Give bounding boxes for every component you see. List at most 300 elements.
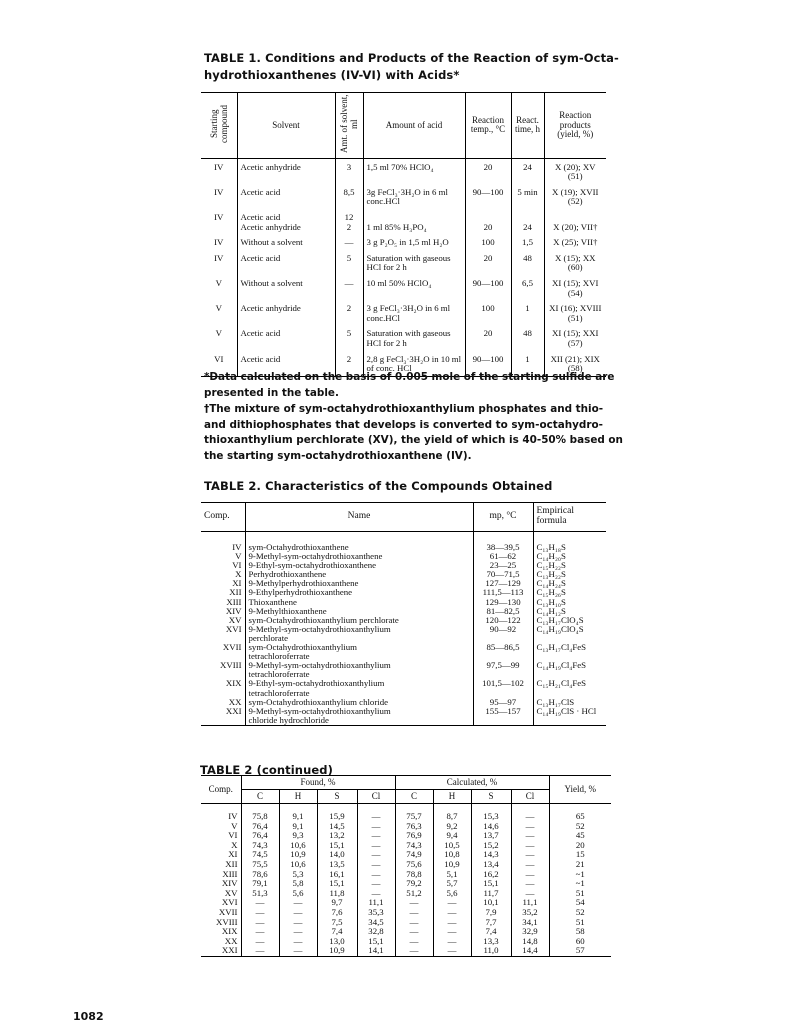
- table2-cell-comp: XVII: [222, 642, 242, 653]
- table2c-cell-comp: XI: [228, 849, 238, 860]
- table2c-cell-cc: 78,8: [395, 870, 433, 880]
- table2c-cell-cs: 14,6: [471, 822, 511, 832]
- table2c-cell-comp: XII: [225, 858, 238, 869]
- table2c-cell-fc: 78,6: [241, 870, 279, 880]
- table2c-cell-ch: —: [433, 898, 471, 908]
- table2-cell-comp: XXI: [225, 705, 242, 716]
- table1-footnotes: [204, 370, 624, 466]
- table2-cell-mp: 23—25: [473, 561, 533, 570]
- table2c-header-calc-c: C: [395, 790, 433, 804]
- table2c-cell-cc: 76,9: [395, 831, 433, 841]
- table2c-cell-fs: 13,5: [317, 860, 357, 870]
- table2c-cell-fc: —: [241, 937, 279, 947]
- table2c-cell-fcl: 35,3: [357, 908, 395, 918]
- table2c-cell-cs: 13,4: [471, 860, 511, 870]
- table1-cell-solvent: Acetic anhydride: [237, 158, 335, 184]
- table2-row: [201, 679, 606, 697]
- table1-cell-products: X (25); VII†: [544, 234, 606, 250]
- table2c-cell-fcl: —: [357, 822, 395, 832]
- table2c-cell-cc: —: [395, 918, 433, 928]
- table2-row: [201, 707, 606, 726]
- table2-body: [201, 532, 606, 726]
- table2-continued: [201, 775, 611, 957]
- table2-cell-formula: C₁₅H₂₆S: [533, 588, 606, 597]
- table2c-cell-yield: 52: [549, 908, 611, 918]
- table2c-cell-fcl: —: [357, 870, 395, 880]
- table1-row: [201, 275, 606, 300]
- table2c-cell-fcl: —: [357, 841, 395, 851]
- table2-cell-name: 9-Ethyl-sym-octahydrothioxanthylium tetrachloroferrate: [245, 679, 473, 697]
- table2c-body: [201, 804, 611, 957]
- table2c-cell-cc: —: [395, 937, 433, 947]
- table2-cell-formula: C₁₃H₁₀S: [533, 598, 606, 607]
- table2-cell-name: 9-Methyl-sym-octahydrothioxanthene: [245, 552, 473, 561]
- table1-cell-products: X (20); VII†: [544, 209, 606, 234]
- table1-cell-compound: V: [215, 303, 222, 314]
- table2c-cell-yield: ~1: [549, 870, 611, 880]
- table2c-cell-fs: 16,1: [317, 870, 357, 880]
- table2c-cell-fh: 10,6: [279, 841, 317, 851]
- table2c-cell-fs: 9,7: [317, 898, 357, 908]
- table2c-cell-fs: 10,9: [317, 946, 357, 956]
- table2c-cell-fs: 11,8: [317, 889, 357, 899]
- table2c-cell-fh: 10,6: [279, 860, 317, 870]
- table2-cell-name: 9-Ethyl-sym-octahydrothioxanthene: [245, 561, 473, 570]
- table2c-cell-fs: 14,0: [317, 850, 357, 860]
- table2c-cell-cc: 51,2: [395, 889, 433, 899]
- table2c-cell-yield: 15: [549, 850, 611, 860]
- table1-cell-acid: Saturation with gaseous HCl for 2 h: [363, 250, 465, 275]
- table1-cell-compound: V: [215, 328, 222, 339]
- table2-cell-comp: V: [235, 551, 242, 562]
- table2c-cell-fc: —: [241, 908, 279, 918]
- table2c-cell-fh: 5,6: [279, 889, 317, 899]
- table2c-cell-fs: 7,6: [317, 908, 357, 918]
- table1-header-time: React. time, h: [511, 93, 544, 159]
- table1-header-amount-solvent: Amt. of solvent, ml: [335, 93, 363, 159]
- table2c-cell-yield: 45: [549, 831, 611, 841]
- table2c-cell-fc: 74,5: [241, 850, 279, 860]
- table2c-cell-cs: 14,3: [471, 850, 511, 860]
- table2c-cell-cs: 11,7: [471, 889, 511, 899]
- table2-cell-formula: C₁₄H₁₂S: [533, 607, 606, 616]
- table2-cell-name: 9-Methylthioxanthene: [245, 607, 473, 616]
- table2c-cell-fc: —: [241, 927, 279, 937]
- table2-cell-comp: XIX: [225, 678, 242, 689]
- table2c-cell-cc: 74,3: [395, 841, 433, 851]
- table2c-cell-comp: XIII: [222, 868, 238, 879]
- table1-header-amount-acid: Amount of acid: [363, 93, 465, 159]
- table2c-cell-ch: 10,5: [433, 841, 471, 851]
- table2c-cell-ccl: 32,9: [511, 927, 549, 937]
- table2c-cell-ch: —: [433, 946, 471, 956]
- table2-cell-formula: C₁₃H₁₇Cl₄FeS: [533, 643, 606, 661]
- table2c-cell-comp: XVIII: [216, 916, 238, 927]
- table1-cell-products: XI (15); XVI (54): [544, 275, 606, 300]
- table2c-cell-cs: 11,0: [471, 946, 511, 956]
- table2c-cell-ccl: —: [511, 889, 549, 899]
- table1-cell-products: X (15); XX (60): [544, 250, 606, 275]
- table2c-cell-fh: —: [279, 898, 317, 908]
- table2c-cell-fcl: —: [357, 850, 395, 860]
- table2-cell-comp: X: [235, 569, 242, 580]
- table2c-cell-fh: —: [279, 918, 317, 928]
- table1-cell-amount: 2: [335, 300, 363, 325]
- table1-cell-products: X (19); XVII (52): [544, 184, 606, 209]
- table2c-cell-cs: 10,1: [471, 898, 511, 908]
- table2-cell-name: sym-Octahydrothioxanthene: [245, 532, 473, 553]
- table2c-cell-cs: 16,2: [471, 870, 511, 880]
- table2c-cell-ccl: 14,4: [511, 946, 549, 956]
- table1-header-products: Reaction products (yield, %): [544, 93, 606, 159]
- table1-header-compound: Starting compound: [201, 93, 237, 159]
- table2c-cell-fc: 76,4: [241, 831, 279, 841]
- table1-cell-temp: 20: [465, 209, 511, 234]
- table2-cell-mp: 129—130: [473, 598, 533, 607]
- table2c-cell-fh: 9,1: [279, 822, 317, 832]
- table1-cell-solvent: Without a solvent: [237, 234, 335, 250]
- table2c-cell-cs: 15,1: [471, 879, 511, 889]
- table2-cell-comp: IV: [232, 542, 242, 552]
- table1-cell-temp: 100: [465, 234, 511, 250]
- table2c-cell-ccl: 11,1: [511, 898, 549, 908]
- table2c-cell-ccl: —: [511, 841, 549, 851]
- table1-cell-solvent: Acetic acid: [237, 351, 335, 377]
- table2c-cell-ch: 10,9: [433, 860, 471, 870]
- table2c-header-calculated: Calculated, %: [395, 776, 549, 790]
- table2c-cell-fcl: —: [357, 804, 395, 822]
- table2c-cell-ccl: 14,8: [511, 937, 549, 947]
- table2c-cell-fc: —: [241, 898, 279, 908]
- table2c-cell-ch: —: [433, 927, 471, 937]
- table2c-cell-fs: 15,1: [317, 841, 357, 851]
- table2-cell-formula: C₁₄H₂₀S: [533, 552, 606, 561]
- table1-cell-acid: 3g FeCl₃·3H₂O in 6 ml conc.HCl: [363, 184, 465, 209]
- table2-cell-name: Perhydrothioxanthene: [245, 570, 473, 579]
- table1-cell-acid: 1,5 ml 70% HClO₄: [363, 158, 465, 184]
- table2c-cell-fs: 7,5: [317, 918, 357, 928]
- table2-cell-formula: C₁₃H₁₇ClO₄S: [533, 616, 606, 625]
- table1-cell-time: 6,5: [511, 275, 544, 300]
- table2-header-name: Name: [245, 503, 473, 532]
- table2-cell-formula: C₁₄H₁₉ClO₄S: [533, 625, 606, 643]
- table2-row: [201, 643, 606, 661]
- table2c-cell-yield: 60: [549, 937, 611, 947]
- table2c-header-calc-cl: Cl: [511, 790, 549, 804]
- table1-cell-acid: 3 g P₂O₅ in 1,5 ml H₂O: [363, 234, 465, 250]
- table1-cell-solvent: Acetic acid Acetic anhydride: [237, 209, 335, 234]
- table2c-cell-yield: 20: [549, 841, 611, 851]
- table2c-cell-ch: 8,7: [433, 804, 471, 822]
- table2c-cell-comp: XXI: [221, 945, 238, 956]
- table2c-cell-comp: XIX: [221, 926, 238, 937]
- table1-cell-solvent: Acetic acid: [237, 325, 335, 350]
- table2c-cell-fh: —: [279, 908, 317, 918]
- table2c-cell-fcl: —: [357, 831, 395, 841]
- table2c-cell-fh: 9,1: [279, 804, 317, 822]
- table2-cell-formula: C₁₅H₂₁Cl₄FeS: [533, 679, 606, 697]
- table2c-cell-fcl: —: [357, 860, 395, 870]
- table1-header-solvent: Solvent: [237, 93, 335, 159]
- table2c-cell-ccl: —: [511, 879, 549, 889]
- table1-cell-temp: 20: [465, 250, 511, 275]
- table2-header-formula: Empirical formula: [533, 503, 606, 532]
- table2c-cell-ch: 5,7: [433, 879, 471, 889]
- table1-body: [201, 158, 606, 376]
- table2c-cell-ccl: —: [511, 804, 549, 822]
- table1-cell-compound: IV: [214, 237, 224, 248]
- table1-row: [201, 300, 606, 325]
- table2-cell-mp: 70—71,5: [473, 570, 533, 579]
- table2-cell-comp: VI: [232, 560, 242, 571]
- table2c-cell-yield: 57: [549, 946, 611, 956]
- table2c-cell-yield: 51: [549, 889, 611, 899]
- table2c-cell-comp: XVI: [221, 897, 238, 908]
- table2-cell-comp: XIV: [225, 605, 242, 616]
- table2-cell-mp: 90—92: [473, 625, 533, 643]
- table1-cell-solvent: Acetic acid: [237, 184, 335, 209]
- table2-cell-comp: XVIII: [220, 660, 242, 671]
- table2c-cell-fc: 79,1: [241, 879, 279, 889]
- table2c-cell-ch: 9,2: [433, 822, 471, 832]
- table1-row: [201, 209, 606, 234]
- table1-cell-temp: 20: [465, 158, 511, 184]
- table2c-cell-comp: VI: [228, 830, 238, 841]
- table2-header-row: [201, 503, 606, 532]
- table2-cell-name: 9-Methyl-sym-octahydrothioxanthylium tetrachloroferrate: [245, 661, 473, 679]
- table2c-cell-fcl: —: [357, 889, 395, 899]
- table1-cell-solvent: Acetic anhydride: [237, 300, 335, 325]
- table2c-cell-fh: 5,3: [279, 870, 317, 880]
- table1-cell-acid: 1 ml 85% H₃PO₄: [363, 209, 465, 234]
- table1-cell-amount: 3: [335, 158, 363, 184]
- table2c-cell-yield: ~1: [549, 879, 611, 889]
- table1-cell-time: 48: [511, 250, 544, 275]
- table1-row: [201, 325, 606, 350]
- table2c-header-found-cl: Cl: [357, 790, 395, 804]
- table2c-cell-ch: —: [433, 918, 471, 928]
- table2c-cell-cs: 15,2: [471, 841, 511, 851]
- table2c-cell-yield: 65: [549, 804, 611, 822]
- table1-cell-temp: 90—100: [465, 275, 511, 300]
- table2c-cell-cc: —: [395, 927, 433, 937]
- table2c-cell-fc: —: [241, 946, 279, 956]
- table2c-cell-fs: 13,0: [317, 937, 357, 947]
- table2c-header-found: Found, %: [241, 776, 395, 790]
- table2-cell-comp: XX: [228, 696, 242, 707]
- table2c-cell-cc: 76,3: [395, 822, 433, 832]
- table2c-cell-comp: XX: [224, 935, 238, 946]
- table2-cell-mp: 120—122: [473, 616, 533, 625]
- table2c-cell-cs: 7,4: [471, 927, 511, 937]
- table2c-cell-fh: —: [279, 946, 317, 956]
- table1-cell-acid: 3 g FeCl₃·3H₂O in 6 ml conc.HCl: [363, 300, 465, 325]
- table1-cell-amount: 8,5: [335, 184, 363, 209]
- table1-cell-time: 1: [511, 300, 544, 325]
- table2-cell-formula: C₁₄H₁₉Cl₄FeS: [533, 661, 606, 679]
- table2c-cell-ccl: —: [511, 860, 549, 870]
- table2c-cell-cc: —: [395, 898, 433, 908]
- table2c-cell-fh: 5,8: [279, 879, 317, 889]
- table2-cell-mp: 95—97: [473, 698, 533, 707]
- table2-cell-name: 9-Methyl-sym-octahydrothioxanthylium perchlorate: [245, 625, 473, 643]
- table1-cell-time: 48: [511, 325, 544, 350]
- table2c-cell-ch: 9,4: [433, 831, 471, 841]
- table1-caption: TABLE 1. Conditions and Products of the Reaction of sym-Octa-hydrothioxanthenes (IV-VI) with Acids*: [204, 51, 619, 82]
- table2c-cell-fc: 76,4: [241, 822, 279, 832]
- table1-cell-compound: IV: [214, 161, 224, 172]
- table1-cell-products: XI (16); XVIII (51): [544, 300, 606, 325]
- table2c-cell-comp: IV: [228, 811, 238, 821]
- table1-cell-time: 1: [511, 351, 544, 377]
- table2c-cell-fc: 51,3: [241, 889, 279, 899]
- table2c-cell-cc: —: [395, 946, 433, 956]
- table2-cell-mp: 61—62: [473, 552, 533, 561]
- table2-cell-name: 9-Methyl-sym-octahydrothioxanthylium chloride hydrochloride: [245, 707, 473, 726]
- table1-row: [201, 234, 606, 250]
- table1-cell-time: 24: [511, 158, 544, 184]
- table2-cell-comp: XV: [228, 614, 242, 625]
- table2c-cell-cc: 79,2: [395, 879, 433, 889]
- table1-cell-products: XII (21); XIX (58): [544, 351, 606, 377]
- table2-cell-formula: C₁₃H₁₇ClS: [533, 698, 606, 707]
- table2c-cell-cc: 75,6: [395, 860, 433, 870]
- table2c-cell-fcl: 34,5: [357, 918, 395, 928]
- table2c-cell-ch: 10,8: [433, 850, 471, 860]
- table2-row: [201, 661, 606, 679]
- table2c-header-row-top: [201, 776, 611, 790]
- table2-cell-comp: XIII: [226, 596, 242, 607]
- table1-cell-solvent: Acetic acid: [237, 250, 335, 275]
- table1-cell-compound: IV: [214, 186, 224, 197]
- table2c-cell-fs: 13,2: [317, 831, 357, 841]
- table2c-cell-cs: 15,3: [471, 804, 511, 822]
- table1-row: [201, 158, 606, 184]
- table2c-cell-fc: 75,8: [241, 804, 279, 822]
- table2-cell-mp: 101,5—102: [473, 679, 533, 697]
- table1-cell-amount: —: [335, 275, 363, 300]
- table2c-cell-fs: 15,1: [317, 879, 357, 889]
- table2c-cell-fcl: 15,1: [357, 937, 395, 947]
- table2c-cell-fcl: 14,1: [357, 946, 395, 956]
- table2-caption: TABLE 2. Characteristics of the Compounds Obtained: [204, 479, 553, 493]
- table1-cell-amount: —: [335, 234, 363, 250]
- table2c-cell-ch: —: [433, 937, 471, 947]
- table2-continued-caption: TABLE 2 (continued): [200, 763, 333, 777]
- table1-cell-temp: 20: [465, 325, 511, 350]
- table2c-cell-ccl: —: [511, 870, 549, 880]
- table2c-cell-comp: XV: [224, 887, 238, 898]
- table2-cell-name: 9-Methylperhydrothioxanthene: [245, 579, 473, 588]
- table2c-cell-ccl: 34,1: [511, 918, 549, 928]
- table2-cell-mp: 127—129: [473, 579, 533, 588]
- table2c-cell-ccl: —: [511, 831, 549, 841]
- table2c-cell-fh: 10,9: [279, 850, 317, 860]
- table2-cell-mp: 155—157: [473, 707, 533, 726]
- table2c-cell-fcl: 11,1: [357, 898, 395, 908]
- table2c-cell-fs: 7,4: [317, 927, 357, 937]
- table1-cell-time: 5 min: [511, 184, 544, 209]
- table1-row: [201, 184, 606, 209]
- table2-header-mp: mp, °C: [473, 503, 533, 532]
- table1-cell-compound: IV: [214, 252, 224, 263]
- page-number: 1082: [73, 1010, 104, 1023]
- table2-cell-comp: XI: [232, 578, 242, 589]
- table2c-cell-cc: 75,7: [395, 804, 433, 822]
- table2-cell-name: sym-Octahydrothioxanthylium perchlorate: [245, 616, 473, 625]
- table2-cell-name: sym-Octahydrothioxanthylium chloride: [245, 698, 473, 707]
- table2c-cell-comp: X: [231, 839, 238, 850]
- table1-cell-time: 24: [511, 209, 544, 234]
- table2c-cell-fcl: 32,8: [357, 927, 395, 937]
- table2c-cell-fc: —: [241, 918, 279, 928]
- table1-cell-temp: 90—100: [465, 184, 511, 209]
- table1-cell-solvent: Without a solvent: [237, 275, 335, 300]
- table2-cell-comp: XVI: [225, 623, 242, 634]
- table2-cell-mp: 38—39,5: [473, 532, 533, 553]
- table1-cell-products: X (20); XV (51): [544, 158, 606, 184]
- table1-cell-temp: 100: [465, 300, 511, 325]
- table2c-row: [201, 946, 611, 956]
- table2c-cell-fc: 74,3: [241, 841, 279, 851]
- table2c-cell-fh: 9,3: [279, 831, 317, 841]
- table2c-header-calc-h: H: [433, 790, 471, 804]
- table2c-cell-comp: V: [231, 820, 238, 831]
- table2c-cell-fh: —: [279, 937, 317, 947]
- table2-cell-mp: 97,5—99: [473, 661, 533, 679]
- table2c-cell-comp: XIV: [221, 878, 238, 889]
- table2c-cell-cc: 74,9: [395, 850, 433, 860]
- table2-cell-formula: C₁₃H₂₂S: [533, 570, 606, 579]
- table2c-row: [201, 804, 611, 822]
- table1-header-row: [201, 93, 606, 159]
- table2c-cell-fs: 14,5: [317, 822, 357, 832]
- table1-cell-acid: 10 ml 50% HClO₄: [363, 275, 465, 300]
- table2-cell-mp: 111,5—113: [473, 588, 533, 597]
- table1-cell-acid: Saturation with gaseous HCl for 2 h: [363, 325, 465, 350]
- table1: [201, 92, 606, 377]
- table2c-cell-cs: 7,7: [471, 918, 511, 928]
- table2c-cell-yield: 21: [549, 860, 611, 870]
- footnote-dagger: †The mixture of sym-octahydrothioxanthylium phosphates and thio- and dithiophosphates that develops is converted to sym-octahydro-thioxanthylium perchlorate (XV), the yield of which is 40-50% based on the starting sym-octahydrothioxanthene (IV).: [204, 403, 623, 462]
- table2c-header-found-s: S: [317, 790, 357, 804]
- table2c-cell-ccl: —: [511, 822, 549, 832]
- table2-cell-comp: XII: [229, 587, 242, 598]
- table2: [201, 502, 606, 726]
- table2c-cell-ccl: 35,2: [511, 908, 549, 918]
- table2-row: [201, 625, 606, 643]
- table1-cell-products: XI (15); XXI (57): [544, 325, 606, 350]
- table2c-cell-ch: —: [433, 908, 471, 918]
- table2c-header-yield: Yield, %: [549, 776, 611, 804]
- table2-cell-formula: C₁₄H₂₄S: [533, 579, 606, 588]
- table2-cell-formula: C₁₅H₂₂S: [533, 561, 606, 570]
- footnote-star: *Data calculated on the basis of 0.005 mole of the starting sulfide are presented in the table.: [204, 371, 615, 399]
- table2-cell-name: Thioxanthene: [245, 598, 473, 607]
- table2c-cell-ch: 5,6: [433, 889, 471, 899]
- table2-cell-formula: C₁₃H₁₈S: [533, 532, 606, 553]
- table1-cell-amount: 5: [335, 250, 363, 275]
- table1-cell-compound: VI: [214, 353, 224, 364]
- table2-row: [201, 532, 606, 553]
- table2c-header-calc-s: S: [471, 790, 511, 804]
- table2c-cell-yield: 51: [549, 918, 611, 928]
- table2c-cell-cs: 7,9: [471, 908, 511, 918]
- table2c-cell-ccl: —: [511, 850, 549, 860]
- table2c-cell-yield: 58: [549, 927, 611, 937]
- table1-cell-amount: 2: [335, 351, 363, 377]
- table2c-cell-yield: 52: [549, 822, 611, 832]
